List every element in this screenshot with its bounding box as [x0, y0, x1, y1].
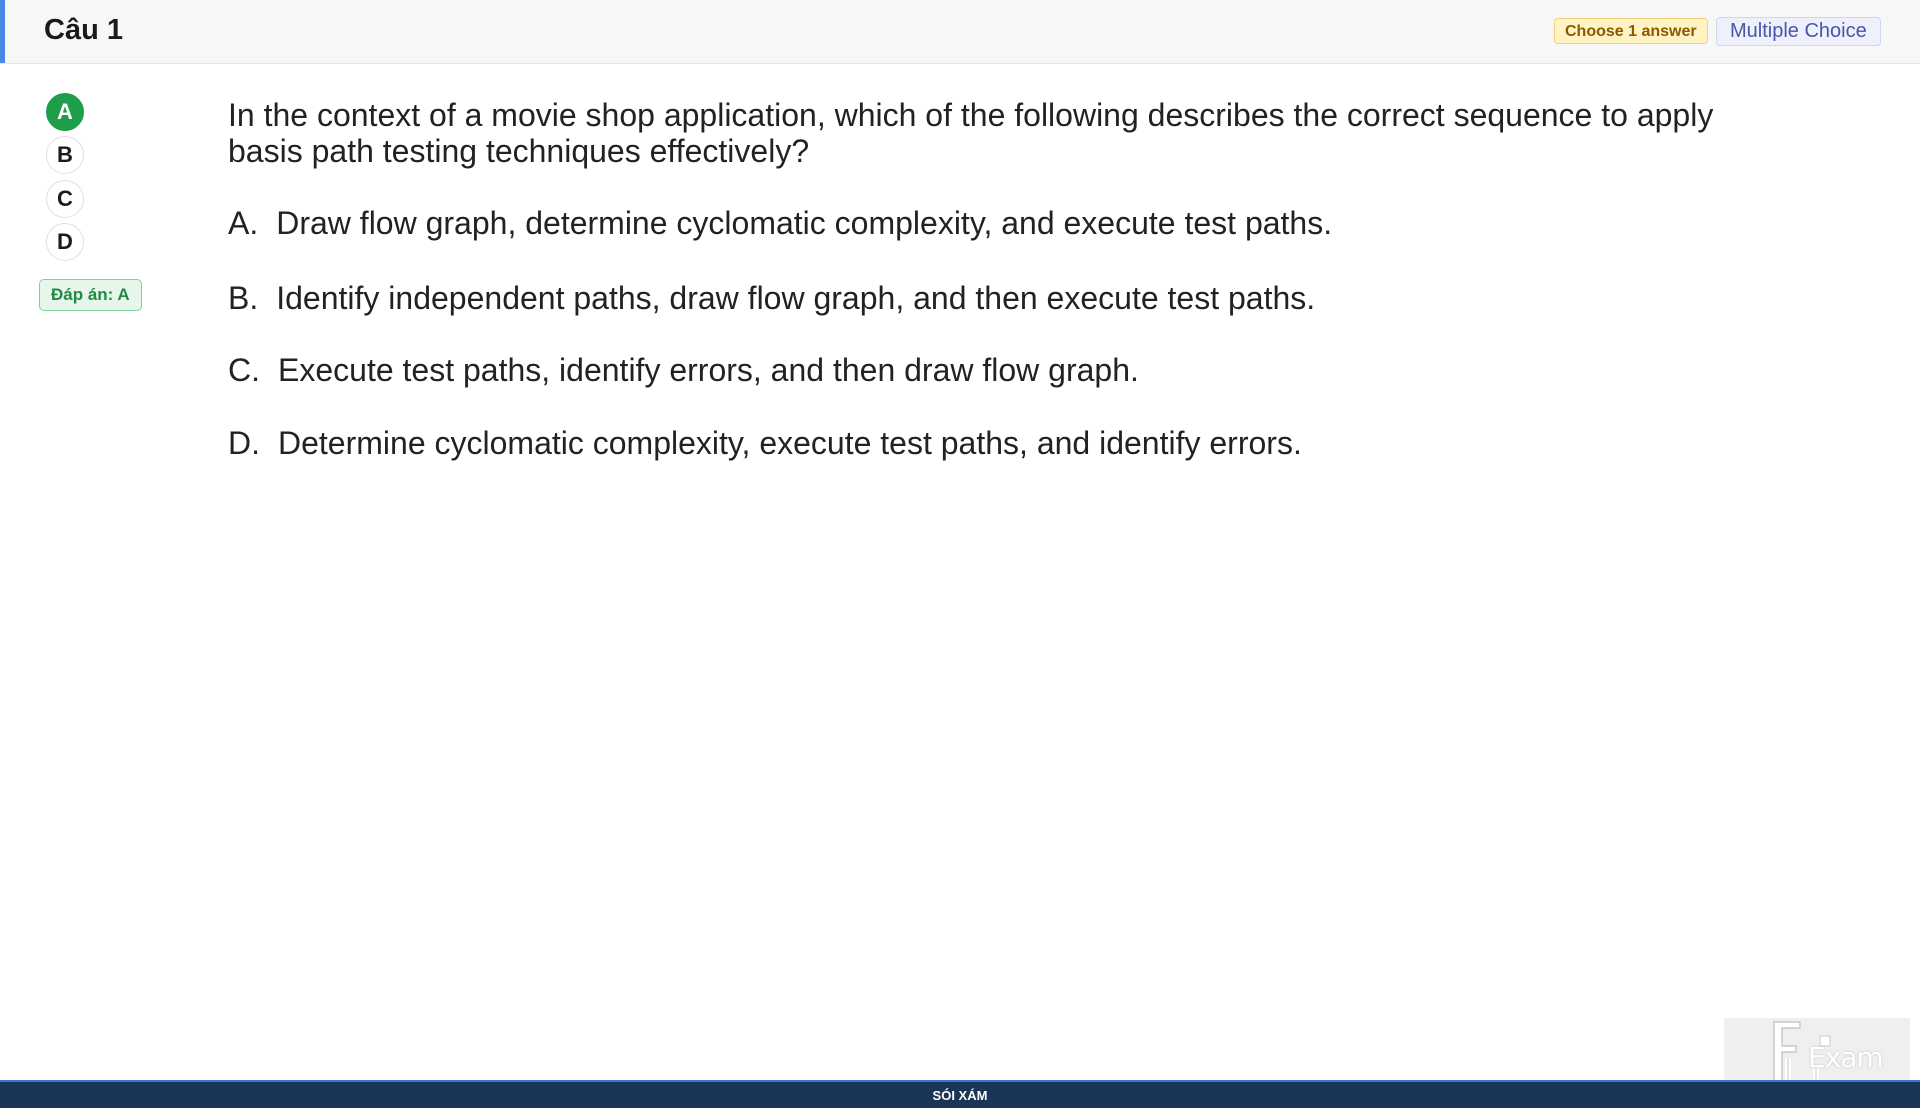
choice-b [228, 279, 1315, 317]
question-text: In the context of a movie shop application, which of the following describes the correct sequence to apply basis path testing techniques effectively? [228, 97, 1714, 169]
choice-text: Determine cyclomatic complexity, execute test paths, and identify errors. [278, 425, 1302, 461]
choice-d [228, 424, 1302, 462]
header-accent-bar [0, 0, 5, 63]
choose-answer-badge: Choose 1 answer [1554, 18, 1708, 44]
logo-text: Exam [1808, 1041, 1883, 1074]
option-b-button[interactable]: B [46, 136, 84, 174]
question-header [0, 0, 1920, 64]
option-c-button[interactable]: C [46, 180, 84, 218]
choice-text: Execute test paths, identify errors, and then draw flow graph. [278, 352, 1139, 388]
footer-label: SÓI XÁM [932, 1088, 988, 1103]
option-d-button[interactable]: D [46, 223, 84, 261]
correct-answer-badge: Đáp án: A [39, 279, 142, 311]
choice-text: Identify independent paths, draw flow graph, and then execute test paths. [276, 280, 1316, 316]
option-a-button[interactable]: A [46, 93, 84, 131]
choice-letter: D. [228, 425, 260, 461]
question-title: Câu 1 [44, 14, 123, 46]
choice-letter: A. [228, 205, 259, 241]
choice-a [228, 204, 1332, 242]
choice-c [228, 351, 1139, 389]
choice-text: Draw flow graph, determine cyclomatic complexity, and execute test paths. [276, 205, 1333, 241]
choice-letter: B. [228, 280, 259, 316]
question-type-badge: Multiple Choice [1716, 17, 1881, 46]
choice-letter: C. [228, 352, 260, 388]
